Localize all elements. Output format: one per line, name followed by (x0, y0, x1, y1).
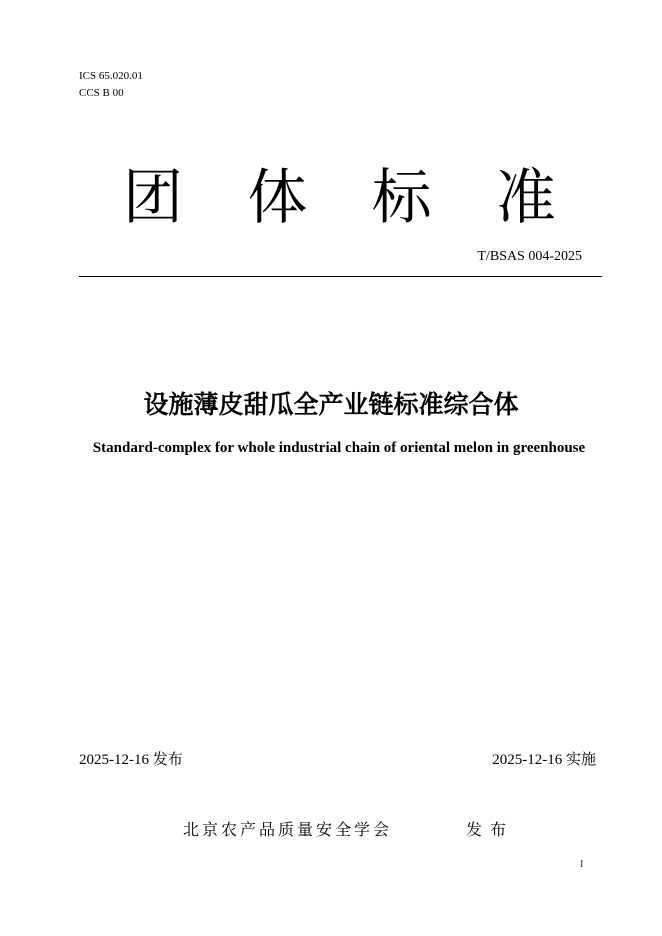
standard-type-char: 准 (495, 163, 556, 233)
publisher-action: 发布 (466, 820, 515, 839)
implementation-date: 2025-12-16 实施 (492, 752, 596, 768)
chinese-title: 设施薄皮甜瓜全产业链标准综合体 (143, 390, 519, 419)
classification-codes (79, 68, 143, 102)
ccs-code: CCS B 00 (79, 87, 124, 99)
release-date: 2025-12-16 发布 (79, 752, 183, 768)
standard-type-heading (79, 158, 602, 238)
ics-code: ICS 65.020.01 (79, 70, 143, 82)
standard-type-char: 标 (371, 163, 432, 233)
standard-number: T/BSAS 004-2025 (477, 249, 582, 264)
header-divider (79, 276, 602, 277)
english-title: Standard-complex for whole industrial chain of oriental melon in greenhouse (92, 440, 586, 456)
standard-type-char: 体 (247, 163, 308, 233)
page-number: I (580, 859, 584, 870)
publisher-name: 北京农产品质量安全学会 (183, 820, 393, 839)
standard-type-char: 团 (123, 163, 183, 233)
